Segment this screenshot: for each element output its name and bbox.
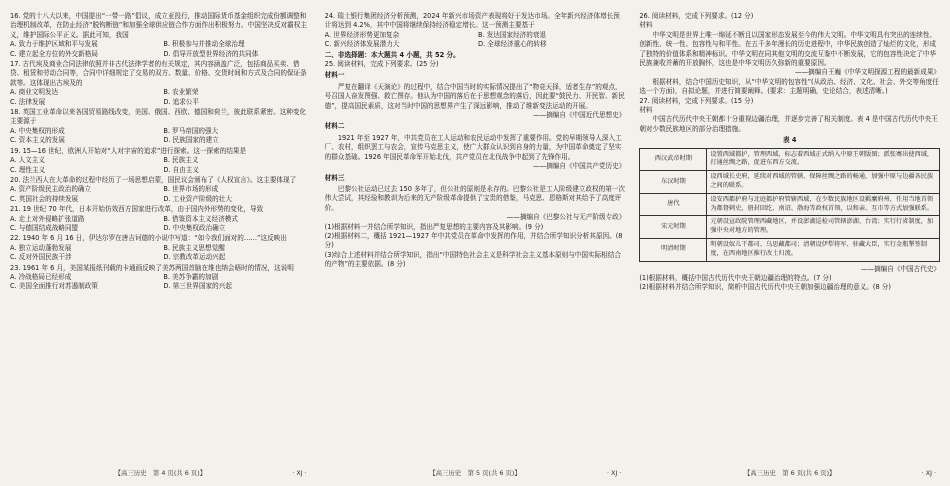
option-item: C. 建立起全方位的外交新格局 bbox=[10, 49, 98, 58]
table-row bbox=[640, 148, 940, 171]
option-item: A. 冷战格局已经形成 bbox=[10, 272, 72, 281]
question-item bbox=[10, 205, 311, 233]
option-item: D. 民族国家的建立 bbox=[163, 136, 219, 145]
question-26-material-source: ——摘编自王巍《中华文明探源工程的最新成果》 bbox=[794, 68, 941, 77]
question-item bbox=[10, 108, 311, 146]
option-item: D. 工业资产阶级的壮大 bbox=[163, 194, 232, 203]
material-1-text: 严复在翻译《天演论》的过程中，结合中国当时的实际情况提出了“物竞天择，适者生存”的观点，号召国人奋发图强、救亡图存。他认为中国的落后在于思想观念的落后，因此要“鼓民力、开民智、新民德”，提高国民素质，这对当时中国的思想界产生了深远影响，推动了维新变法运动的开展。 bbox=[324, 82, 625, 110]
option-item: A. 独立运动蓬勃发展 bbox=[10, 243, 72, 252]
option-item: C. 英国社会的持续发展 bbox=[10, 194, 79, 203]
option-item: D. 宗教改革运动兴起 bbox=[163, 253, 226, 262]
question-27-title: 27. 阅读材料，完成下列要求。(15 分) bbox=[639, 96, 754, 105]
question-item bbox=[10, 12, 311, 59]
question-27-material-text: 中国古代历代中央王朝都十分重视边疆治理，并逐步完善了相关制度。表 4 是中国古代历代中央王朝对少数民族地区的部分治理措施。 bbox=[639, 115, 938, 133]
question-25-title: 25. 阅读材料，完成下列要求。(25 分) bbox=[324, 60, 439, 69]
option-item: A. 世界经济形势更加复杂 bbox=[324, 30, 400, 39]
page-6-body bbox=[639, 12, 940, 462]
material-2-source: ——摘编自《中国共产党历史》 bbox=[533, 162, 626, 171]
question-options bbox=[10, 40, 311, 59]
table-row bbox=[640, 239, 940, 262]
material-2-label: 材料二 bbox=[324, 122, 345, 131]
page-6-mark: · XJ · bbox=[921, 469, 937, 477]
question-24-options bbox=[325, 31, 626, 50]
option-item: B. 积极参与并推动全球治理 bbox=[163, 40, 245, 49]
question-options bbox=[10, 127, 311, 146]
table-text-cell: 设西域长史府，延续对西域的管辖，保障丝绸之路的畅通，加强中原与边疆各民族之间的联系。 bbox=[707, 171, 940, 194]
material-1-label: 材料一 bbox=[324, 71, 345, 80]
table-era-cell: 宋元时期 bbox=[640, 216, 707, 239]
table-text-cell: 设安西都护府与北庭都护府管辖西域，在少数民族地区设羁縻府州，任用当地首领为都督刺史，册封回纥、南诏、渤海等政权首领，以和亲、互市等方式加强联系。 bbox=[707, 193, 940, 216]
question-stem: 23. 1961 年 6 月，美国某报纸刊载的卡通画反映了美苏两国首脑在维也纳会晤时的情况，这说明 bbox=[10, 263, 294, 272]
section-title: 二、非选择题：本大题共 4 小题，共 52 分。 bbox=[324, 50, 460, 59]
question-26-title: 26. 阅读材料，完成下列要求。(12 分) bbox=[639, 12, 754, 20]
subquestion: (3)综合上述材料并结合所学知识，指出“中国特色社会主义是科学社会主义基本原则与中国实际相结合的产物”的主要依据。(8 分) bbox=[324, 250, 621, 269]
question-options bbox=[10, 273, 311, 292]
option-item: A. 中央集权的形成 bbox=[10, 126, 65, 135]
option-item: C. 资本主义的发展 bbox=[10, 136, 65, 145]
subquestion: (2)根据材料并结合所学知识，简析中国古代历代中央王朝加强边疆治理的意义。(8 分) bbox=[639, 283, 891, 292]
page-6 bbox=[639, 12, 940, 480]
option-item: B. 世界市场的形成 bbox=[163, 185, 219, 194]
table-text-cell: 元朝设宣政院管理西藏地区，并设澎湖巡检司管辖澎湖、台湾；实行行省制度，加强中央对地方的管理。 bbox=[707, 216, 940, 239]
question-options bbox=[10, 185, 311, 204]
question-options bbox=[10, 88, 311, 107]
page-5-body bbox=[325, 12, 626, 462]
question-26-material-label: 材料 bbox=[639, 21, 653, 30]
question-stem: 20. 法兰西人在大革命的过程中经历了一场思想启蒙，国民议会颁布了《人权宣言》。这主要体现了 bbox=[10, 175, 297, 184]
question-stem: 16. 党的十八大以来，中国提出“一带一路”倡议，成立亚投行，推动国际货币基金组织完成份额调整和治理机制改革，在防止经济“脱钩断链”和加强全球供应链合作方面作出积极努力。中国坚决反对霸权主义，维护国际公平正义。据此可知，我国 bbox=[10, 12, 307, 39]
option-item: D. 追求公平 bbox=[163, 97, 199, 106]
table-4 bbox=[639, 148, 940, 262]
table-caption: 表 4 bbox=[782, 136, 797, 145]
option-item: C. 理性主义 bbox=[10, 165, 46, 174]
table-text-cell: 设置西域都护，管理西域，标志着西域正式纳入中原王朝版图；派张骞出使西域，打通丝绸之路，促进东西方交流。 bbox=[707, 148, 940, 171]
question-item bbox=[10, 147, 311, 175]
question-options bbox=[10, 244, 311, 263]
question-26-material-text: 中华文明是世界上唯一绵延不断且以国家形态发展至今的伟大文明。中华文明具有突出的连续性、创新性、统一性、包容性与和平性。在五千多年漫长的历史进程中，中华民族创造了灿烂的文化，形成了独特的价值体系和精神标识。中华文明在同其他文明的交流互鉴中不断发展，它的包容性决定了中华民族兼收并蓄的开放胸怀，这也是中华文明历久弥新的重要原因。 bbox=[639, 30, 937, 68]
question-27-subquestions bbox=[639, 274, 940, 293]
page-4-footer bbox=[10, 469, 311, 478]
option-item: B. 民族主义思想觉醒 bbox=[163, 243, 225, 252]
table-era-cell: 明清时期 bbox=[640, 239, 707, 262]
page-6-footer-text: 【高三历史 第 6 页(共 6 页)】 bbox=[743, 469, 836, 477]
material-2-text: 1921 年至 1927 年，中共党员在工人运动和农民运动中发挥了重要作用。党的早期领导人深入工厂、农村，组织罢工与农会，宣传马克思主义，使广大群众认识到自身的力量，为中国革命奠定了坚实的群众基础。1926 年国民革命军开始北伐，共产党员在北伐战争中起到了先锋作用。 bbox=[324, 133, 622, 161]
question-24-stem: 24. 瑞士银行集团经济分析预测，2024 年新兴市场资产表现将好于发达市场。全年新兴经济体增长预计将达到 4.2%，其中中国将继续保持经济稳定增长。这一预测主要基于 bbox=[324, 12, 620, 30]
material-3-source: ——摘编自《巴黎公社与无产阶级专政》 bbox=[506, 213, 626, 222]
material-3-text: 巴黎公社运动已过去 150 多年了，但公社的原则是永存的。巴黎公社是工人阶级建立政权的第一次伟大尝试，其经验和教训为后来的无产阶级革命提供了宝贵的借鉴，马克思、恩格斯对其给予了高度评价。 bbox=[324, 184, 625, 212]
question-item bbox=[10, 234, 311, 262]
material-3-label: 材料三 bbox=[324, 173, 345, 182]
option-item: D. 中央集权政治确立 bbox=[163, 223, 226, 232]
option-item: A. 人文主义 bbox=[10, 156, 45, 165]
option-item: B. 发达国家经济的衰退 bbox=[478, 30, 547, 39]
option-item: D. 全球经济重心的转移 bbox=[478, 40, 547, 49]
table-row bbox=[640, 216, 940, 239]
question-stem: 22. 1940 年 6 月 16 日，伊达尔罗在唐吉诃德的小说中写道：“如今我们面对的……”这反映出 bbox=[10, 234, 287, 243]
question-item bbox=[10, 264, 311, 292]
question-item bbox=[10, 176, 311, 204]
subquestion: (1)根据材料一并结合所学知识，指出严复思想的主要内容及其影响。(9 分) bbox=[324, 222, 544, 231]
option-item: C. 美国全面推行对苏遏制政策 bbox=[10, 282, 98, 291]
page-5-footer-text: 【高三历史 第 5 页(共 6 页)】 bbox=[429, 469, 521, 477]
page-5 bbox=[325, 12, 626, 480]
table-row bbox=[640, 171, 940, 194]
page-6-footer bbox=[639, 469, 940, 478]
table-row bbox=[640, 193, 940, 216]
page-4-mark: · XJ · bbox=[292, 469, 307, 477]
option-item: A. 致力于维护区域和平与发展 bbox=[10, 40, 98, 49]
option-item: D. 自由主义 bbox=[163, 165, 199, 174]
question-item bbox=[10, 60, 311, 107]
material-1-source: ——摘编自《中国近代思想史》 bbox=[533, 111, 626, 120]
page-4 bbox=[10, 12, 311, 480]
table-era-cell: 东汉时期 bbox=[640, 171, 707, 194]
option-item: B. 农业繁荣 bbox=[163, 88, 199, 97]
table-era-cell: 西汉武帝时期 bbox=[640, 148, 707, 171]
option-item: A. 走上对外侵略扩张道路 bbox=[10, 214, 85, 223]
option-item: D. 倡导开放型世界经济的共同体 bbox=[163, 49, 259, 58]
subquestion: (2)根据材料二，概括 1921—1927 年中共党员在革命中发挥的作用，并结合所学知识分析其原因。(8 分) bbox=[324, 231, 623, 250]
option-item: D. 第三世界国家的兴起 bbox=[163, 282, 232, 291]
page-4-footer-text: 【高三历史 第 4 页(共 6 页)】 bbox=[114, 469, 207, 477]
option-item: C. 新兴经济体发展潜力大 bbox=[324, 40, 400, 49]
table-era-cell: 唐代 bbox=[640, 193, 707, 216]
question-stem: 18. 英国工业革命以来各国贸易路线改变，美国、俄国、西欧、德国和荷兰，彼此联系紧密。这种变化主要源于 bbox=[10, 108, 307, 126]
option-item: B. 美苏争霸的加剧 bbox=[163, 272, 219, 281]
question-options bbox=[10, 215, 311, 234]
table-source: ——摘编自《中国古代史》 bbox=[860, 264, 941, 273]
option-item: B. 民族主义 bbox=[163, 156, 199, 165]
option-item: C. 反对外国民族干涉 bbox=[10, 253, 72, 262]
question-26-prompt: 根据材料，结合中国历史知识，从“中华文明的包容性”(从政治、经济、文化、社会、外交等角度任选一个方面)，自拟论题，并进行简要阐释。(要求：主题明确，史论结合，表述清晰。) bbox=[639, 77, 939, 96]
question-options bbox=[10, 156, 311, 175]
question-27-material-label: 材料 bbox=[639, 106, 653, 115]
question-stem: 19. 15—16 世纪，欧洲人开始对“人对宇宙的追求”进行探索。这一探索的结果是 bbox=[10, 146, 247, 155]
subquestion: (1)根据材料，概括中国古代历代中央王朝边疆治理的特点。(7 分) bbox=[639, 274, 832, 283]
question-stem: 21. 19 世纪 70 年代，日本开始仿效西方国家进行改革，由于国内外形势的变化，导致 bbox=[10, 205, 264, 214]
option-item: C. 与德国结成战略同盟 bbox=[10, 223, 79, 232]
option-item: A. 资产阶级民主政治的确立 bbox=[10, 185, 92, 194]
question-stem: 17. 古代埃及商业合同法律依照并非古代法律学者的有关规定，其内容涵盖广泛，包括商品买卖、借贷、租赁和劳动合同等，合同中详细规定了交易的双方、数量、价格、交货时间和方式及合同的保证条款等。这体现出古埃及的 bbox=[10, 60, 307, 87]
option-item: A. 商业文明发达 bbox=[10, 88, 59, 97]
option-item: B. 罗马帝国的强大 bbox=[163, 126, 219, 135]
option-item: C. 法律发展 bbox=[10, 97, 46, 106]
page-4-body bbox=[10, 12, 311, 462]
option-item: B. 借鉴资本主义经济模式 bbox=[163, 214, 238, 223]
question-24 bbox=[325, 12, 626, 50]
question-25-subquestions bbox=[325, 223, 626, 270]
table-text-cell: 明朝设奴儿干都司、乌思藏都司；清朝设伊犁将军、驻藏大臣，实行金瓶掣签制度，在西南地区推行改土归流。 bbox=[707, 239, 940, 262]
page-5-mark: · XJ · bbox=[606, 469, 622, 477]
page-5-footer bbox=[325, 469, 626, 478]
